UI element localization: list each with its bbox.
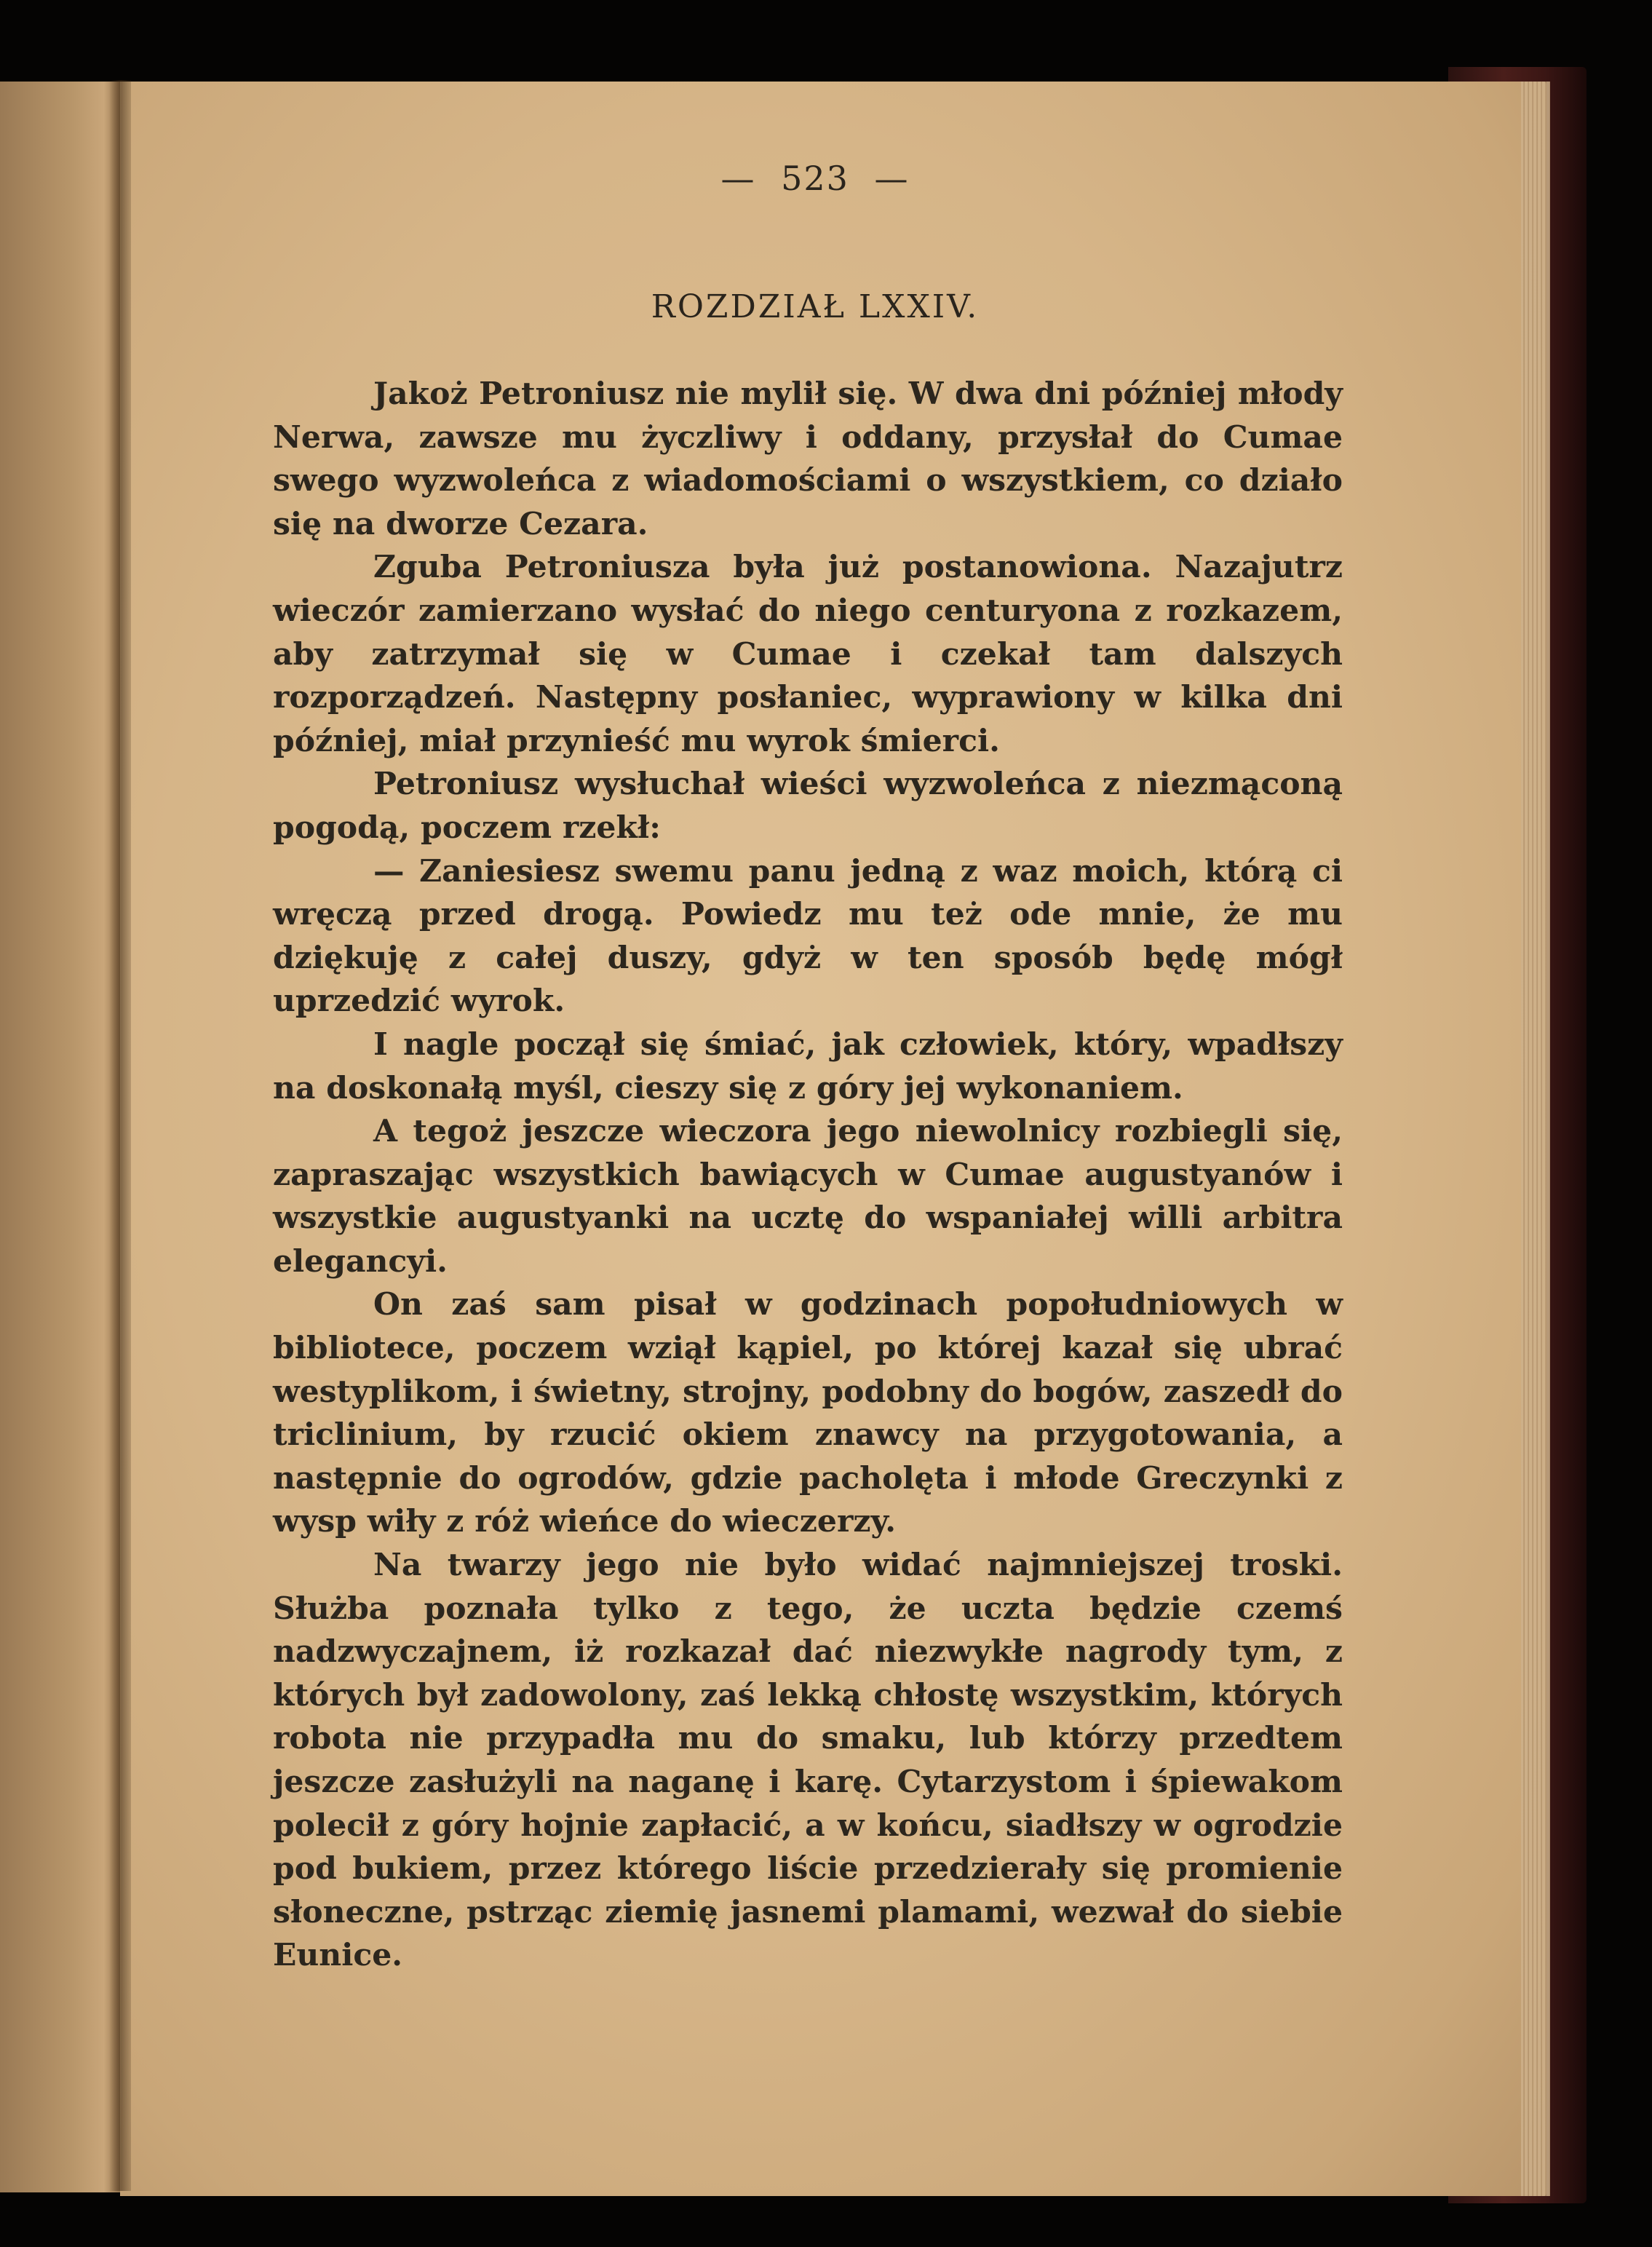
left-page-edge bbox=[0, 82, 122, 2192]
paragraph-4: — Zaniesiesz swemu panu jedną z waz moich, którą ci wręczą przed drogą. Powiedz mu też ode mnie, że mu dziękuję z całej duszy, gdyż w ten sposób będę mógł uprzedzić wyrok. bbox=[273, 852, 1343, 1020]
paragraph-8: Na twarzy jego nie było widać najmniejszej troski. Służba poznała tylko z tego, że uczta będzie czemś nadzwyczajnem, iż rozkazał dać niezwykłe nagrody tym, z których był zadowolony, zaś lekką chłostę wszystkim, których robota nie przypadła mu do smaku, lub którzy przedtem jeszcze zasłużyli na naganę i karę. Cytarzystom i śpiewakom polecił z góry hojnie zapłacić, a w końcu, siadłszy w ogrodzie pod bukiem, przez którego liście przedzierały się promienie słoneczne, pstrząc ziemię jasnemi plamami, wezwał do siebie Eunice. bbox=[273, 1547, 1343, 1974]
paragraph-2: Zguba Petroniusza była już postanowiona. Nazajutrz wieczór zamierzano wysłać do niego centuryona z rozkazem, aby zatrzymał się w Cumae i czekał tam dalszych rozporządzeń. Następny posłaniec, wyprawiony w kilka dni później, miał przynieść mu wyrok śmierci. bbox=[273, 549, 1343, 759]
paragraph-1: Jakoż Petroniusz nie mylił się. W dwa dni później młody Nerwa, zawsze mu życzliwy i oddany, przysłał do Cumae swego wyzwoleńca z wiadomościami o wszystkiem, co działo się na dworze Cezara. bbox=[273, 376, 1343, 542]
paragraph-3: Petroniusz wysłuchał wieści wyzwoleńca z niezmąconą pogodą, poczem rzekł: bbox=[273, 766, 1343, 846]
book-gutter bbox=[109, 80, 131, 2191]
paragraph-7: On zaś sam pisał w godzinach popołudniowych w bibliotece, poczem wziął kąpiel, po której kazał się ubrać westyplikom, i świetny, strojny, podobny do bogów, zaszedł do triclinium, by rzucić okiem znawcy na przygotowania, a następnie do ogrodów, gdzie pacholęta i młode Greczynki z wysp wiły z róż wieńce do wieczerzy. bbox=[273, 1286, 1343, 1540]
paragraph-6: A tegoż jeszcze wieczora jego niewolnicy rozbiegli się, zapraszając wszystkich bawiących w Cumae augustyanów i wszystkie augustyanki na ucztę do wspaniałej willi arbitra elegancyi. bbox=[273, 1113, 1343, 1280]
page-stack-edges bbox=[1521, 82, 1550, 2196]
chapter-title: ROZDZIAŁ LXXIV. bbox=[651, 288, 980, 325]
paragraph-5: I nagle począł się śmiać, jak człowiek, który, wpadłszy na doskonałą myśl, cieszy się z góry jej wykonaniem. bbox=[273, 1026, 1343, 1106]
page-number: — 523 — bbox=[720, 159, 910, 198]
chapter-body bbox=[273, 373, 1343, 1978]
